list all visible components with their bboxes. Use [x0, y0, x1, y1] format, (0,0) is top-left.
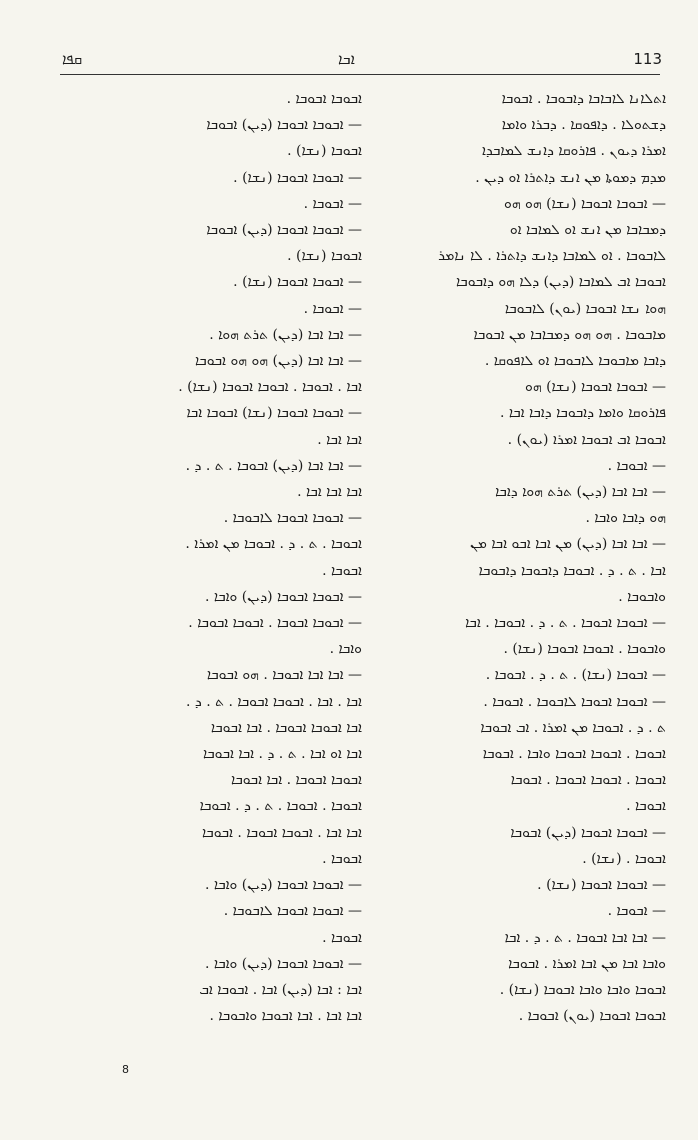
text-line: ܡܕܡ ܕܡܘܬܐ ܡܢ ܐܢܫ ܕܐܬܪܐ ܐܘ ܕܝܢ . [475, 169, 666, 186]
text-line: ܐܒܘܒܐ . ܐܒܘܒܐ ܐܒܘܒܐ ܘܐܒܐ . ܐܒܘܒܐ [482, 746, 666, 763]
text-line: ܘܐܒܘܒܐ . [618, 588, 666, 605]
header-rule [60, 74, 660, 75]
text-line: — ܐܒܘܒܐ ܐܒܘܒܐ (ܕܝܢ) ܘܐܒܐ . [204, 955, 362, 972]
text-line: — ܐܒܐ ܐܒܐ (ܕܝܢ) ܐܒܘܒܐ . ܬ . ܕ . [185, 457, 362, 474]
right-column [384, 86, 666, 1029]
text-line: ܗܘܐ ܢܫܐ ܐܒܘܒܐ (ܝܘܢ) ܠܐܒܘܒܐ [504, 300, 666, 317]
text-line: — ܐܒܘܒܐ ܐܒܘܒܐ . ܐܒܘܒܐ ܐܒܘܒܐ . [188, 615, 362, 632]
text-line: ܗܘ ܕܐܒܐ ܘܐܒܐ . [585, 510, 666, 527]
text-line: ܐܒܘܒܐ . [322, 850, 362, 867]
text-line: ܦܐܪܘܩܐ ܘܐܡܐ ܕܐܒܘܒܐ ܕܐܒܐ ܐܒܐ . [500, 405, 666, 422]
text-line: — ܐܒܘܒܐ ܐܒܘܒܐ ܠܐܒܘܒܐ . [223, 510, 362, 527]
text-line: ܐܒܘܒܐ ܐܒ ܠܡܐܒܐ (ܕܝܢ) ܕܠܐ ܗܘ ܕܐܒܘܒܐ [455, 274, 666, 291]
text-line: ܠܐܒܘܒܐ . ܐܘ ܠܡܐܒܐ ܕܐܢܫ ܕܐܬܪܐ . ܠܐ ܢܐܡܪ [438, 248, 666, 265]
text-line: ܘܐܒܐ ܐܒܐ ܡܢ ܐܒܐ ܐܡܪܐ . ܐܒܘܒܐ [508, 955, 666, 972]
text-line: ܐܒܘܒܐ . (ܢܫܐ) . [582, 850, 666, 867]
text-line: — ܐܒܘܒܐ . [607, 457, 666, 474]
text-line: — ܐܒܘܒܐ ܐܒܘܒܐ . ܬ . ܕ . ܐܒܘܒܐ . ܐܒܐ [465, 615, 666, 632]
text-line: ܐܒܐ ܐܒܘܒܐ ܐܒܘܒܐ . ܐܒܐ ܐܒܘܒܐ [210, 719, 362, 736]
running-head-left: ܩܦܐ [62, 50, 83, 68]
text-line: — ܐܒܘܒܐ ܐܒܘܒܐ ܠܐܒܘܒܐ . [223, 903, 362, 920]
text-line: ܐܒܘܒܐ . [322, 562, 362, 579]
text-line: — ܐܒܘܒܐ ܐܒܘܒܐ (ܢܫܐ) ܗܘ ܗܘ [504, 195, 666, 212]
text-line: ܐܒܘܒܐ . ܬ . ܕ . ܐܒܘܒܐ ܡܢ ܐܡܪܐ . [185, 536, 362, 553]
running-head-center: ܐܒܐ [338, 50, 355, 68]
text-line: — ܐܒܘܒܐ ܐܒܘܒܐ (ܢܫܐ) . [233, 274, 362, 291]
text-line: — ܐܒܘܒܐ . [607, 903, 666, 920]
text-line: ܐܒܐ ܐܒܐ . ܐܒܘܒܐ ܐܒܘܒܐ . ܐܒܘܒܐ [201, 824, 362, 841]
text-line: — ܐܒܐ ܐܒܐ ܐܒܘܒܐ . ܗܘ ܐܒܘܒܐ [206, 667, 362, 684]
text-line: ܐܒܘܒܐ ܐܒܘܒܐ . ܐܒܐ ܐܒܘܒܐ [230, 772, 362, 789]
text-line: — ܐܒܘܒܐ ܐܒܘܒܐ (ܕܝܢ) ܘܐܒܐ . [204, 877, 362, 894]
text-line: — ܐܒܘܒܐ ܐܒܘܒܐ (ܕܝܢ) ܐܒܘܒܐ [206, 222, 362, 239]
text-line: ܐܒܐ ܐܒܐ . ܐܒܐ ܐܒܘܒܐ ܘܐܒܘܒܐ . [209, 1008, 362, 1025]
text-line: ܕܡܒܐܒܐ ܡܢ ܐܢܫ ܐܘ ܠܡܐܒܐ ܐܘ [509, 222, 666, 239]
text-line: ܐܒܘܒܐ (ܢܫܐ) . [287, 248, 362, 265]
text-line: ܐܒܐ ܐܘ ܐܒܐ . ܬ . ܕ . ܐܒܐ ܐܒܘܒܐ [202, 746, 362, 763]
text-line: — ܐܒܘܒܐ ܐܒܘܒܐ (ܕܝܢ) ܘܐܒܐ . [204, 588, 362, 605]
text-line: — ܐܒܘܒܐ ܐܒܘܒܐ ܠܐܒܘܒܐ . ܐܒܘܒܐ . [483, 693, 666, 710]
text-line: ܐܒܐ . ܐܒܐ . ܐܒܘܒܐ ܐܒܘܒܐ . ܬ . ܕ . [185, 693, 362, 710]
text-line: — ܐܒܐ ܐܒܐ (ܕܝܢ) ܗܘ ܗܘ ܐܒܘܒܐ [194, 353, 362, 370]
text-line: ܐܒܘܒܐ (ܢܫܐ) . [287, 143, 362, 160]
page-number: 113 [633, 50, 662, 68]
left-column [80, 86, 362, 1029]
text-line: ܐܒܘܒܐ ܘܐܒܐ ܘܐܒܐ ܐܒܘܒܐ (ܢܫܐ) . [499, 981, 666, 998]
text-line: ܐܬܠܐܢܐ ܠܐܒܐܒܐ ܕܐܒܘܒܐ . ܐܒܘܒܐ [501, 91, 666, 107]
text-line: ܐܒܘܒܐ . ܐܒܘܒܐ ܐܒܘܒܐ . ܐܒܘܒܐ [510, 772, 666, 789]
text-line: ܐܒܐ : ܐܒܐ (ܕܝܢ) ܐܒܐ . ܐܒܘܒܐ ܐܒ [199, 981, 362, 998]
text-line: ܬ . ܕ . ܐܒܘܒܐ ܡܢ ܐܡܪܐ . ܐܒ ܐܒܘܒܐ [480, 719, 666, 736]
text-line: — ܐܒܐ ܐܒܐ (ܕܝܢ) ܡܢ ܐܒܐ ܐܒܘ ܐܒܐ ܡܢ [470, 536, 666, 553]
text-line: ܕܫܬܘܠܐ . ܕܐܦܘܩܐ . ܕܒܪܐ ܘܐܡܐ [501, 117, 666, 134]
text-line: ܐܒܘܒܐ ܐܒܘܒܐ (ܝܘܢ) ܐܒܘܒܐ . [518, 1008, 666, 1025]
text-line: ܘܐܒܐ . [329, 641, 362, 658]
text-line: ܐܒܘܒܐ . ܐܒܘܒܐ . ܬ . ܕ . ܐܒܘܒܐ [199, 798, 362, 815]
text-line: ܐܡܪܐ ܕܝܘܢ . ܦܐܪܘܩܐ ܕܐܢܫ ܠܡܐܒܕܐ [481, 143, 666, 160]
text-line: ܐܒܘܒܐ . [322, 929, 362, 946]
text-line: ܐܒܐ . ܬ . ܕ . ܐܒܘܒܐ ܕܐܒܘܒܐ ܕܐܒܘܒܐ [478, 562, 666, 579]
text-line: — ܐܒܘܒܐ ܐܒܘܒܐ (ܢܫܐ) . [537, 877, 666, 894]
text-line: — ܐܒܘܒܐ . [303, 300, 362, 317]
text-line: — ܐܒܘܒܐ ܐܒܘܒܐ (ܕܝܢ) ܐܒܘܒܐ [510, 824, 666, 841]
text-line: — ܐܒܘܒܐ . [303, 195, 362, 212]
text-line: — ܐܒܐ ܐܒܐ ܐܒܘܒܐ . ܬ . ܕ . ܐܒܐ [504, 929, 666, 946]
text-line: ܐܒܐ ܐܒܐ ܐܒܐ . [297, 484, 362, 501]
text-line: — ܐܒܘܒܐ (ܢܫܐ) . ܬ . ܕ . ܐܒܘܒܐ . [485, 667, 666, 684]
text-line: ܐܒܐ . ܐܒܘܒܐ . ܐܒܘܒܐ ܐܒܘܒܐ (ܢܫܐ) . [178, 379, 362, 396]
text-line: ܐܒܘܒܐ ܐܒܘܒܐ . [286, 91, 362, 107]
text-line: ܐܒܘܒܐ ܐܒ ܐܒܘܒܐ ܐܡܪܐ (ܝܘܢ) . [507, 431, 666, 448]
signature-mark: 8 [122, 1063, 129, 1076]
text-line: ܘܐܒܘܒܐ . ܐܒܘܒܐ ܐܒܘܒܐ (ܢܫܐ) . [503, 641, 666, 658]
text-line: ܐܒܘܒܐ . [626, 798, 666, 815]
text-line: — ܐܒܐ ܐܒܐ (ܕܝܢ) ܬܪܬ ܗܘܐ . [209, 326, 362, 343]
text-line: ܕܐܒܐ ܡܐܒܘܒܐ ܠܐܒܘܒܐ ܐܘ ܠܐܦܘܩܐ . [484, 353, 666, 370]
text-line: — ܐܒܘܒܐ ܐܒܘܒܐ (ܕܝܢ) ܐܒܘܒܐ [206, 117, 362, 134]
text-line: ܡܐܒܘܒܐ . ܗܘ ܗܘ ܕܡܒܐܒܐ ܡܢ ܐܒܘܒܐ [473, 326, 666, 343]
text-line: — ܐܒܘܒܐ ܐܒܘܒܐ (ܢܫܐ) ܐܒܘܒܐ ܐܒܐ [186, 405, 362, 422]
text-line: — ܐܒܘܒܐ ܐܒܘܒܐ (ܢܫܐ) ܗܘ [525, 379, 666, 396]
text-line: — ܐܒܘܒܐ ܐܒܘܒܐ (ܢܫܐ) . [233, 169, 362, 186]
text-line: — ܐܒܐ ܐܒܐ (ܕܝܢ) ܬܪܬ ܗܘܐ ܕܐܒܐ [495, 484, 666, 501]
text-line: ܐܒܐ ܐܒܐ . [317, 431, 362, 448]
